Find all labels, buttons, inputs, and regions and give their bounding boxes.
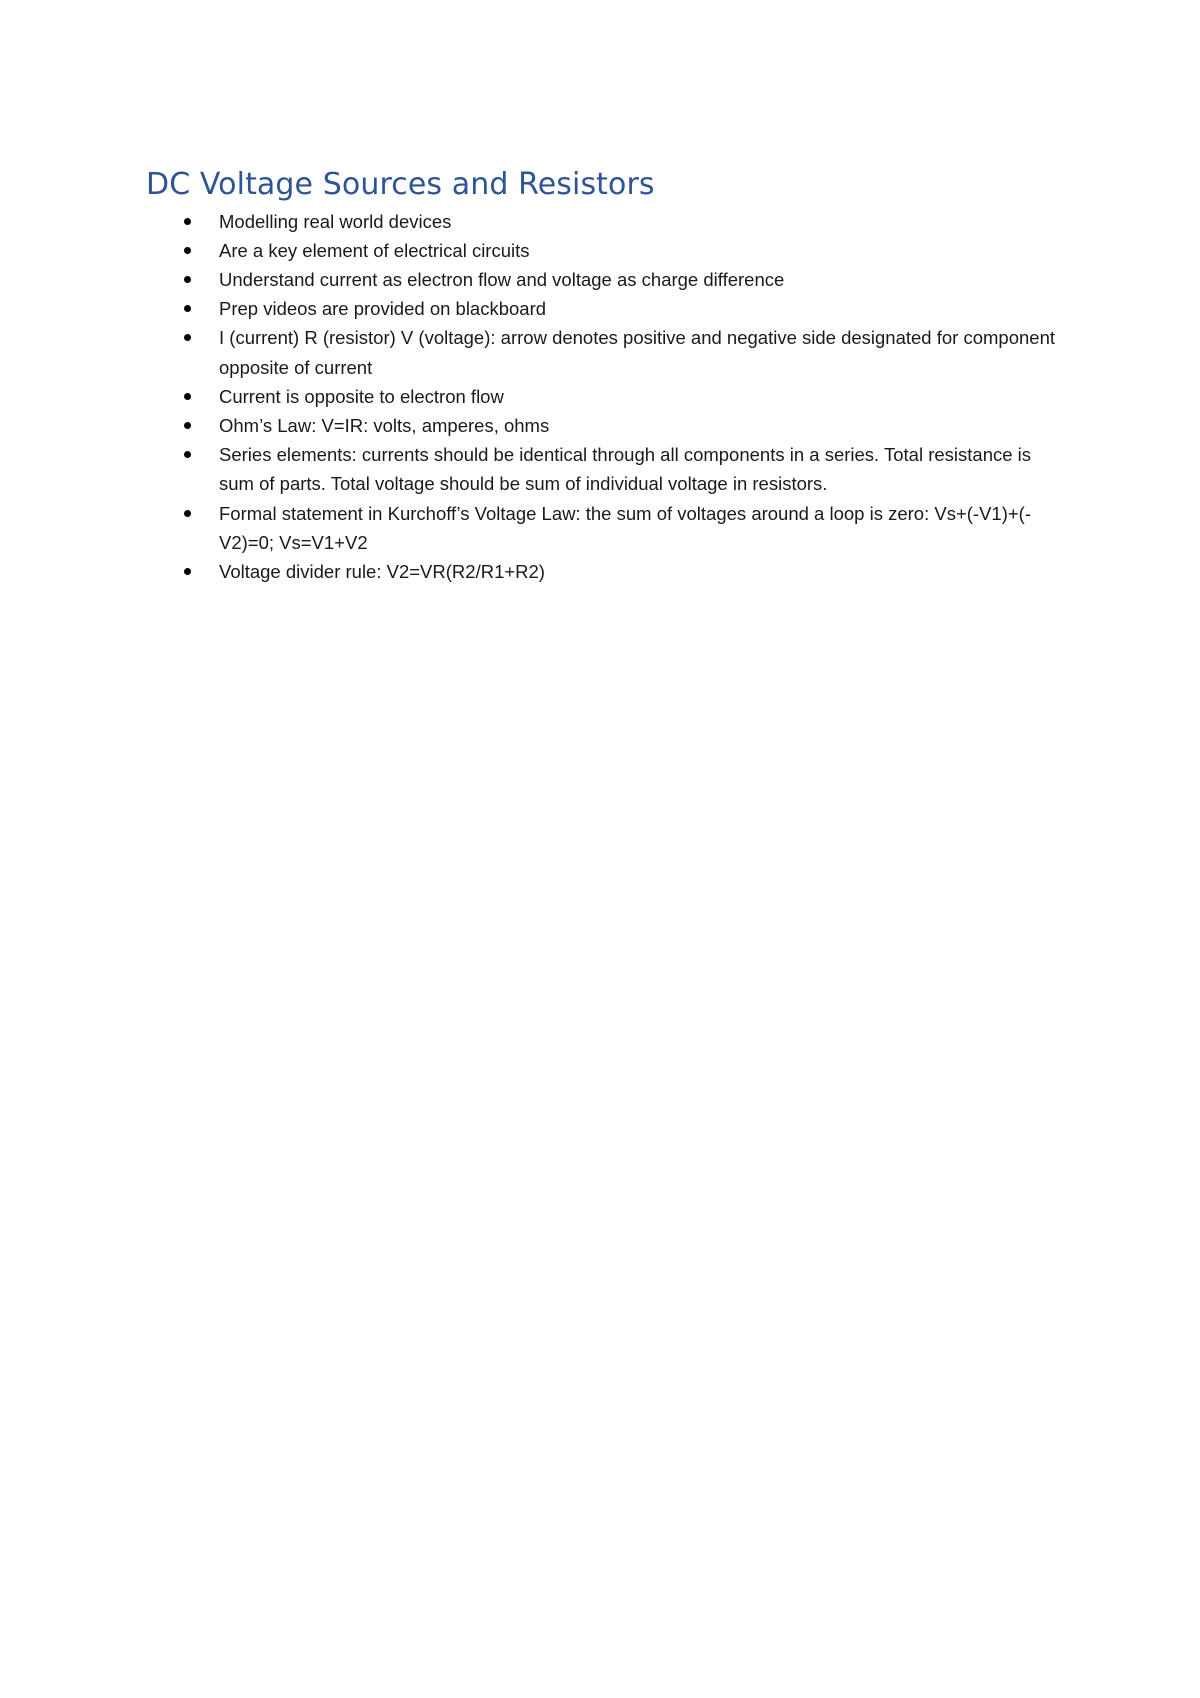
bullet-icon: [184, 334, 191, 341]
list-item-text: I (current) R (resistor) V (voltage): arrow denotes positive and negative side designated for component opposite of current: [219, 327, 1055, 378]
bullet-icon: [184, 218, 191, 225]
bullet-icon: [184, 305, 191, 312]
list-item: [146, 323, 1066, 381]
bullet-icon: [184, 568, 191, 575]
list-item-text: Formal statement in Kurchoff’s Voltage Law: the sum of voltages around a loop is zero: Vs+(-V1)+(-V2)=0; Vs=V1+V2: [219, 502, 1032, 553]
list-item: [146, 411, 1066, 440]
list-item: [146, 499, 1066, 557]
bullet-icon: [184, 276, 191, 283]
list-item: [146, 236, 1066, 265]
list-item: [146, 265, 1066, 294]
page-title: DC Voltage Sources and Resistors: [146, 167, 655, 202]
list-item-text: Understand current as electron flow and voltage as charge difference: [219, 268, 785, 290]
list-item-text: Voltage divider rule: V2=VR(R2/R1+R2): [219, 560, 545, 582]
list-item: [146, 207, 1066, 236]
bullet-icon: [184, 422, 191, 429]
list-item: [146, 440, 1066, 498]
list-item: [146, 382, 1066, 411]
list-item-text: Prep videos are provided on blackboard: [219, 298, 547, 320]
list-item-text: Series elements: currents should be identical through all components in a series. Total resistance is sum of parts. Total voltage should be sum of individual voltage in resistors.: [219, 444, 1032, 495]
list-item-text: Current is opposite to electron flow: [219, 385, 504, 407]
bullet-icon: [184, 393, 191, 400]
document-content: [146, 166, 1066, 586]
list-item: [146, 294, 1066, 323]
bullet-list: [146, 207, 1066, 587]
list-item-text: Modelling real world devices: [219, 210, 452, 232]
list-item: [146, 557, 1066, 586]
list-item-text: Ohm’s Law: V=IR: volts, amperes, ohms: [219, 414, 550, 436]
bullet-icon: [184, 510, 191, 517]
bullet-icon: [184, 247, 191, 254]
bullet-icon: [184, 451, 191, 458]
list-item-text: Are a key element of electrical circuits: [219, 239, 530, 261]
